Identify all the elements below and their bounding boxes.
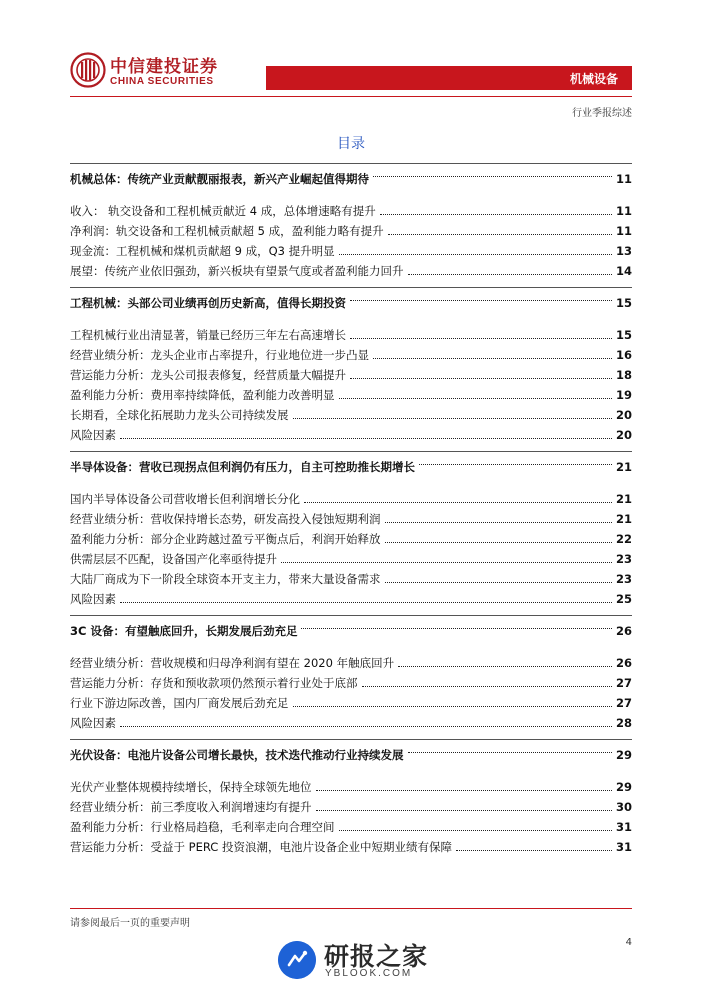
footer-divider: [70, 908, 632, 909]
toc-item-entry[interactable]: [70, 242, 632, 260]
toc-leader-dots: [373, 358, 612, 359]
toc-leader-dots: [339, 254, 612, 255]
toc-item-page: 20: [615, 428, 632, 442]
toc-item-title: 营运能力分析：受益于 PERC 投资浪潮，电池片设备企业中短期业绩有保障: [70, 840, 452, 854]
toc-item-title: 经营业绩分析：营收规模和归母净利润有望在 2020 年触底回升: [70, 656, 395, 670]
toc-item-title: 展望：传统产业依旧强劲，新兴板块有望景气度或者盈利能力回升: [70, 264, 404, 278]
toc-item-title: 盈利能力分析：费用率持续降低，盈利能力改善明显: [70, 388, 335, 402]
toc-item-page: 11: [615, 224, 632, 238]
toc-leader-dots: [293, 706, 612, 707]
toc-item-entry[interactable]: [70, 714, 632, 732]
toc-item-title: 盈利能力分析：部分企业跨越过盈亏平衡点后，利润开始释放: [70, 532, 381, 546]
toc-item-title: 行业下游边际改善，国内厂商发展后劲充足: [70, 696, 289, 710]
toc-item-entry[interactable]: [70, 490, 632, 508]
toc-item-page: 11: [615, 204, 632, 218]
toc-section-title: 半导体设备：营收已现拐点但利润仍有压力，自主可控助推长期增长: [70, 460, 415, 474]
toc-section-entry[interactable]: [70, 168, 632, 190]
toc-item-title: 供需层层不匹配，设备国产化率亟待提升: [70, 552, 277, 566]
footer-disclaimer: 请参阅最后一页的重要声明: [70, 918, 190, 929]
toc-item-title: 盈利能力分析：行业格局趋稳，毛利率走向合理空间: [70, 820, 335, 834]
toc-item-page: 22: [615, 532, 632, 546]
toc-leader-dots: [362, 686, 612, 687]
toc-leader-dots: [350, 300, 612, 301]
page-number: 4: [625, 937, 632, 948]
watermark-text-en: YBLOOK.COM: [325, 968, 413, 979]
toc-item-entry[interactable]: [70, 530, 632, 548]
toc-leader-dots: [419, 464, 612, 465]
toc-section-page: 11: [615, 172, 632, 186]
toc-item-title: 营运能力分析：存货和预收款项仍然预示着行业处于底部: [70, 676, 358, 690]
toc-title[interactable]: 目录: [337, 136, 365, 152]
toc-leader-dots: [408, 274, 612, 275]
toc-item-page: 21: [615, 512, 632, 526]
toc-item-page: 14: [615, 264, 632, 278]
toc-item-title: 经营业绩分析：龙头企业市占率提升，行业地位进一步凸显: [70, 348, 369, 362]
table-of-contents: [70, 158, 632, 856]
section-banner: [266, 66, 632, 90]
toc-section-page: 21: [615, 460, 632, 474]
toc-leader-dots: [398, 666, 612, 667]
toc-item-page: 25: [615, 592, 632, 606]
toc-item-entry[interactable]: [70, 222, 632, 240]
toc-section-page: 15: [615, 296, 632, 310]
toc-item-title: 营运能力分析：龙头公司报表修复，经营质量大幅提升: [70, 368, 346, 382]
toc-item-entry[interactable]: [70, 202, 632, 220]
header-divider: [70, 96, 632, 97]
toc-item-page: 23: [615, 572, 632, 586]
toc-leader-dots: [120, 602, 612, 603]
toc-item-entry[interactable]: [70, 406, 632, 424]
toc-item-entry[interactable]: [70, 818, 632, 836]
toc-item-entry[interactable]: [70, 694, 632, 712]
toc-item-page: 16: [615, 348, 632, 362]
toc-item-entry[interactable]: [70, 510, 632, 528]
toc-item-entry[interactable]: [70, 778, 632, 796]
page-header: [0, 0, 702, 119]
toc-item-page: 30: [615, 800, 632, 814]
toc-leader-dots: [316, 810, 612, 811]
toc-item-page: 21: [615, 492, 632, 506]
toc-leader-dots: [120, 438, 612, 439]
section-label: 机械设备: [569, 72, 618, 86]
toc-section-title: 机械总体：传统产业贡献靓丽报表，新兴产业崛起值得期待: [70, 172, 369, 186]
toc-section-page: 26: [615, 624, 632, 638]
toc-leader-dots: [388, 234, 612, 235]
toc-item-page: 27: [615, 676, 632, 690]
toc-item-entry[interactable]: [70, 838, 632, 856]
toc-item-entry[interactable]: [70, 798, 632, 816]
toc-item-page: 15: [615, 328, 632, 342]
brand-name-cn: 中信建投证券: [110, 57, 218, 77]
toc-item-entry[interactable]: [70, 346, 632, 364]
toc-leader-dots: [385, 582, 612, 583]
toc-item-entry[interactable]: [70, 550, 632, 568]
toc-leader-dots: [304, 502, 612, 503]
toc-item-entry[interactable]: [70, 590, 632, 608]
toc-section-entry[interactable]: [70, 292, 632, 314]
toc-leader-dots: [350, 378, 612, 379]
toc-item-title: 经营业绩分析：前三季度收入利润增速均有提升: [70, 800, 312, 814]
toc-leader-dots: [385, 542, 612, 543]
brand-name-en: CHINA SECURITIES: [110, 76, 214, 87]
toc-item-title: 现金流：工程机械和煤机贡献超 9 成，Q3 提升明显: [70, 244, 335, 258]
toc-section-title: 工程机械：头部公司业绩再创历史新高，值得长期投资: [70, 296, 346, 310]
toc-section-entry[interactable]: [70, 744, 632, 766]
toc-leader-dots: [301, 628, 612, 629]
toc-item-page: 31: [615, 820, 632, 834]
toc-item-page: 26: [615, 656, 632, 670]
toc-item-title: 长期看，全球化拓展助力龙头公司持续发展: [70, 408, 289, 422]
china-securities-logo-icon: [70, 52, 106, 88]
toc-item-title: 收入： 轨交设备和工程机械贡献近 4 成，总体增速略有提升: [70, 204, 376, 218]
toc-leader-dots: [339, 398, 612, 399]
toc-section-page: 29: [615, 748, 632, 762]
toc-leader-dots: [316, 790, 612, 791]
toc-leader-dots: [281, 562, 612, 563]
toc-leader-dots: [456, 850, 612, 851]
toc-item-entry[interactable]: [70, 262, 632, 280]
toc-section-entry[interactable]: [70, 456, 632, 478]
toc-section-entry[interactable]: [70, 620, 632, 642]
toc-item-page: 29: [615, 780, 632, 794]
toc-item-page: 31: [615, 840, 632, 854]
watermark-text-cn: 研报之家: [324, 942, 429, 971]
toc-item-entry[interactable]: [70, 426, 632, 444]
watermark: [278, 937, 458, 983]
toc-item-page: 18: [615, 368, 632, 382]
toc-section-title: 3C 设备：有望触底回升，长期发展后劲充足: [70, 624, 298, 638]
toc-item-entry[interactable]: [70, 366, 632, 384]
toc-leader-dots: [293, 418, 612, 419]
toc-item-entry[interactable]: [70, 674, 632, 692]
toc-item-page: 13: [615, 244, 632, 258]
toc-item-title: 国内半导体设备公司营收增长但利润增长分化: [70, 492, 300, 506]
toc-leader-dots: [380, 214, 612, 215]
toc-leader-dots: [408, 752, 612, 753]
toc-item-title: 大陆厂商成为下一阶段全球资本开支主力，带来大量设备需求: [70, 572, 381, 586]
toc-item-entry[interactable]: [70, 386, 632, 404]
report-type: 行业季报综述: [572, 108, 632, 119]
toc-item-page: 23: [615, 552, 632, 566]
toc-leader-dots: [385, 522, 612, 523]
toc-item-page: 19: [615, 388, 632, 402]
toc-leader-dots: [373, 176, 612, 177]
toc-item-entry[interactable]: [70, 570, 632, 588]
toc-item-title: 风险因素: [70, 592, 116, 606]
watermark-logo-icon: [278, 941, 316, 979]
toc-item-title: 工程机械行业出清显著，销量已经历三年左右高速增长: [70, 328, 346, 342]
toc-item-title: 风险因素: [70, 716, 116, 730]
toc-item-page: 20: [615, 408, 632, 422]
toc-item-page: 27: [615, 696, 632, 710]
toc-section-title: 光伏设备：电池片设备公司增长最快，技术迭代推动行业持续发展: [70, 748, 404, 762]
toc-item-title: 光伏产业整体规模持续增长，保持全球领先地位: [70, 780, 312, 794]
toc-leader-dots: [339, 830, 612, 831]
toc-item-entry[interactable]: [70, 654, 632, 672]
toc-item-page: 28: [615, 716, 632, 730]
toc-item-entry[interactable]: [70, 326, 632, 344]
toc-item-title: 经营业绩分析：营收保持增长态势，研发高投入侵蚀短期利润: [70, 512, 381, 526]
toc-leader-dots: [120, 726, 612, 727]
toc-item-title: 风险因素: [70, 428, 116, 442]
toc-item-title: 净利润：轨交设备和工程机械贡献超 5 成，盈利能力略有提升: [70, 224, 384, 238]
toc-leader-dots: [350, 338, 612, 339]
